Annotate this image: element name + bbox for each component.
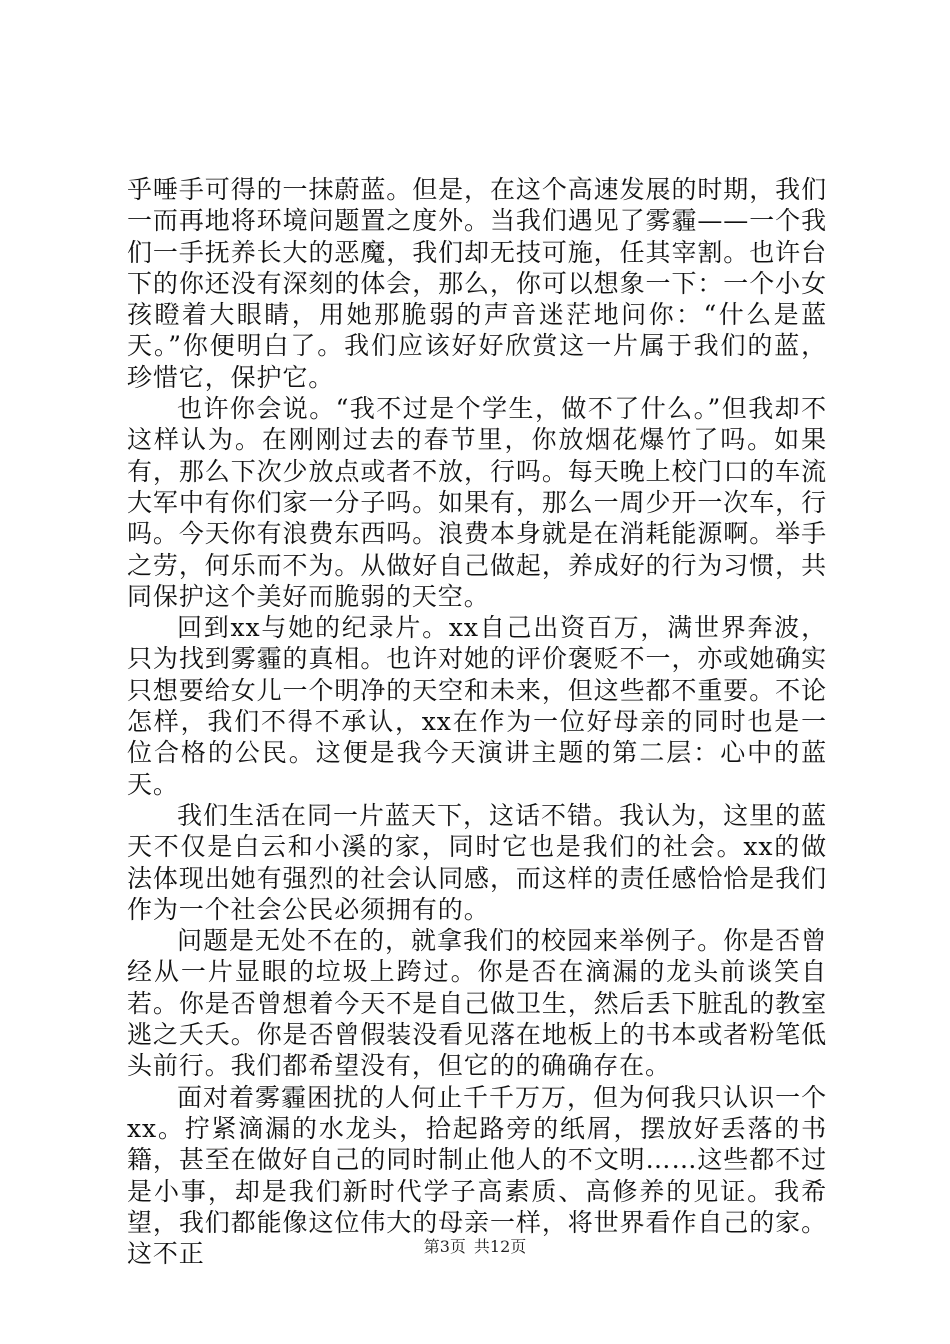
document-body — [127, 174, 827, 1269]
paragraph-1: 乎唾手可得的一抹蔚蓝。但是，在这个高速发展的时期，我们一而再地将环境问题置之度外。当我们遇见了雾霾——一个我们一手抚养长大的恶魔，我们却无技可施，任其宰割。也许台下的你还没有深刻的体会，那么，你可以想象一下：一个小女孩瞪着大眼睛，用她那脆弱的声音迷茫地问你：“什么是蓝天。”你便明白了。我们应该好好欣赏这一片属于我们的蓝，珍惜它，保护它。 — [127, 175, 827, 392]
page-total: 共12页 — [473, 1237, 527, 1256]
paragraph-4: 我们生活在同一片蓝天下，这话不错。我认为，这里的蓝天不仅是白云和小溪的家，同时它也是我们的社会。xx的做法体现出她有强烈的社会认同感，而这样的责任感恰恰是我们作为一个社会公民必须拥有的。 — [127, 800, 827, 924]
paragraph-6: 面对着雾霾困扰的人何止千千万万，但为何我只认识一个xx。拧紧滴漏的水龙头，拾起路旁的纸屑，摆放好丢落的书籍，甚至在做好自己的同时制止他人的不文明……这些都不过是小事，却是我们新时代学子高素质、高修养的见证。我希望，我们都能像这位伟大的母亲一样，将世界看作自己的家。这不正 — [127, 1082, 827, 1269]
paragraph-3: 回到xx与她的纪录片。xx自己出资百万，满世界奔波，只为找到雾霾的真相。也许对她的评价褒贬不一，亦或她确实只想要给女儿一个明净的天空和未来，但这些都不重要。不论怎样，我们不得不承认，xx在作为一位好母亲的同时也是一位合格的公民。这便是我今天演讲主题的第二层：心中的蓝天。 — [127, 613, 827, 799]
paragraph-2: 也许你会说。“我不过是个学生，做不了什么。”但我却不这样认为。在刚刚过去的春节里，你放烟花爆竹了吗。如果有，那么下次少放点或者不放，行吗。每天晚上校门口的车流大军中有你们家一分子吗。如果有，那么一周少开一次车，行吗。今天你有浪费东西吗。浪费本身就是在消耗能源啊。举手之劳，何乐而不为。从做好自己做起，养成好的行为习惯，共同保护这个美好而脆弱的天空。 — [127, 394, 827, 611]
page-footer — [0, 1237, 950, 1257]
page-number: 第3页 — [423, 1237, 466, 1256]
paragraph-5: 问题是无处不在的，就拿我们的校园来举例子。你是否曾经从一片显眼的垃圾上跨过。你是否在滴漏的龙头前谈笑自若。你是否曾想着今天不是自己做卫生，然后丢下脏乱的教室逃之夭夭。你是否曾假装没看见落在地板上的书本或者粉笔低头前行。我们都希望没有，但它的的确确存在。 — [127, 926, 827, 1081]
